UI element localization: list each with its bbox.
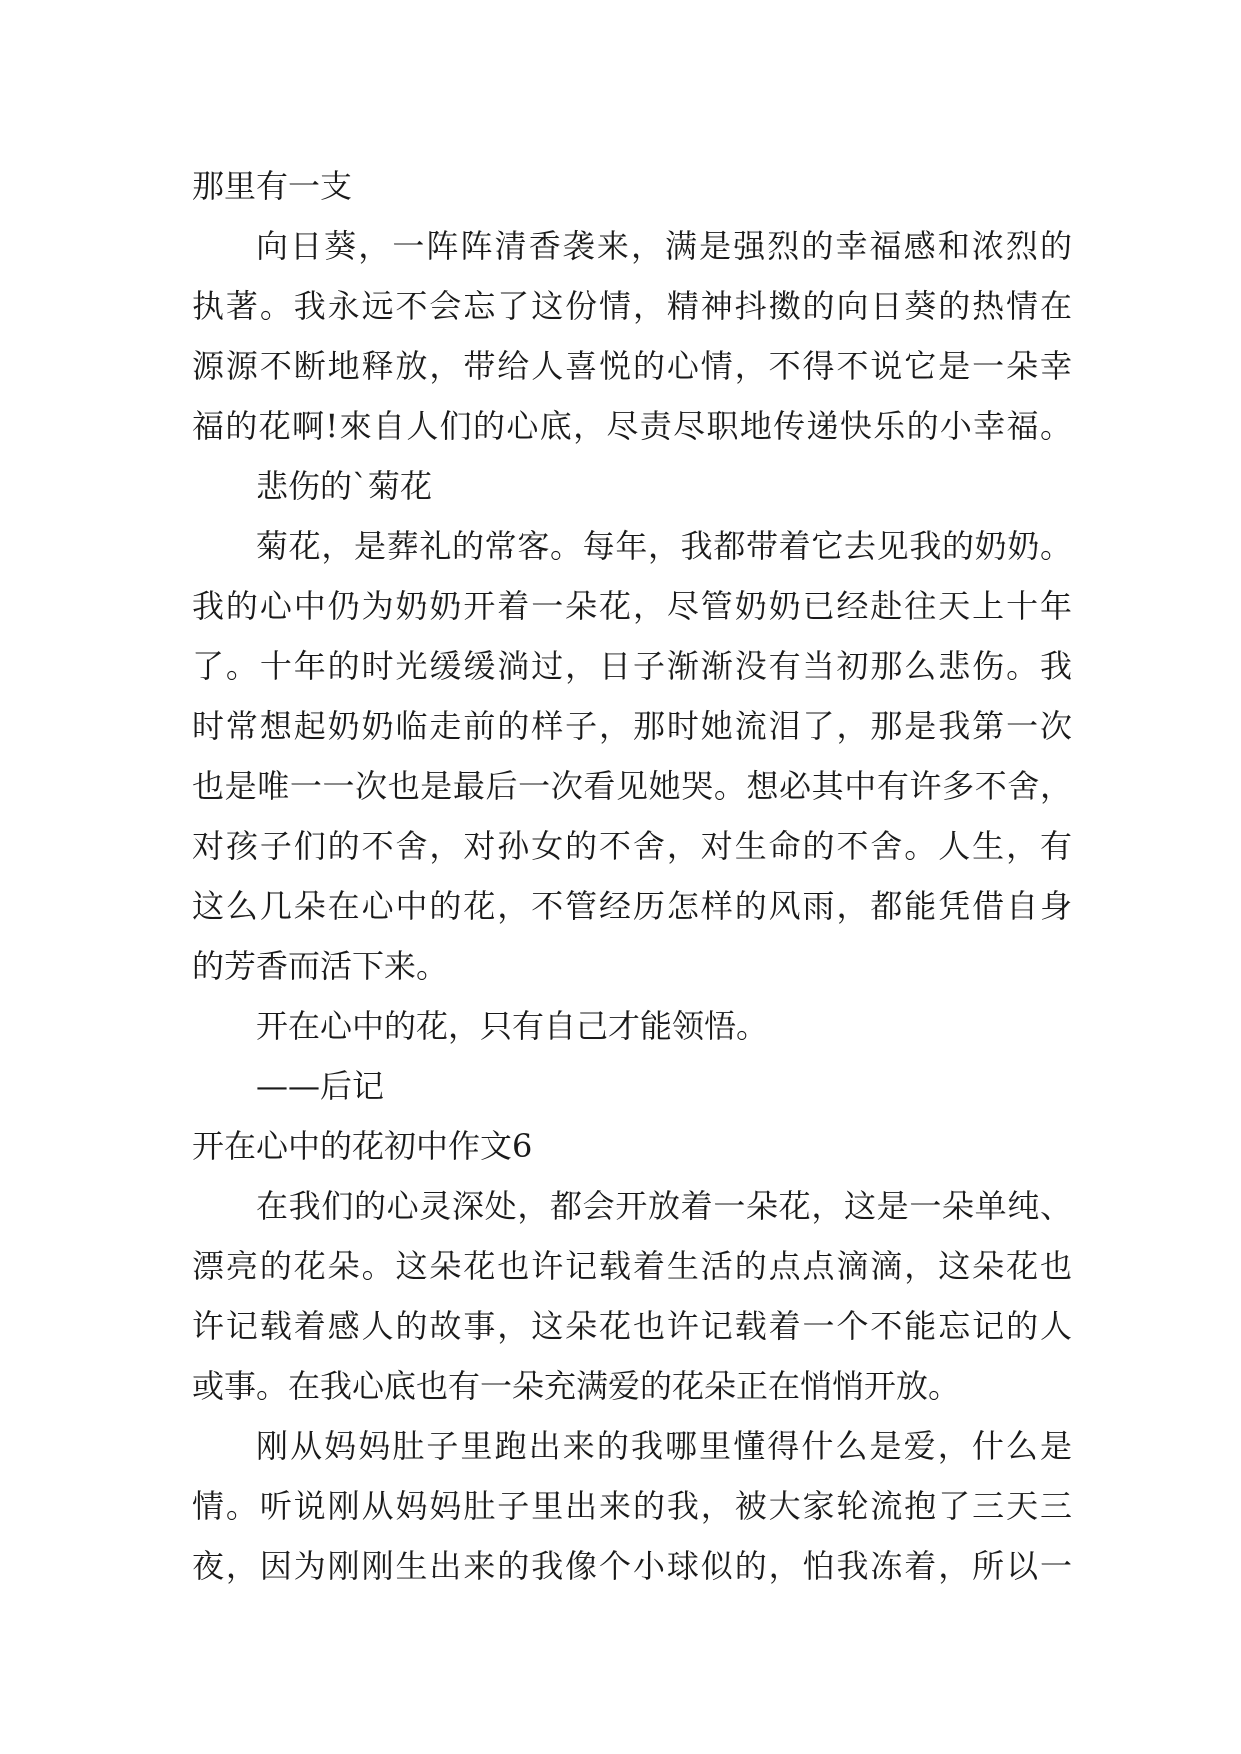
text-line: 漂亮的花朵。这朵花也许记载着生活的点点滴滴，这朵花也 (192, 1247, 1072, 1285)
text-line: 也是唯一一次也是最后一次看见她哭。想必其中有许多不舍， (192, 767, 1072, 805)
text-line: 了。十年的时光缓缓淌过，日子渐渐没有当初那么悲伤。我 (192, 647, 1072, 685)
text-line: 源源不断地释放，带给人喜悦的心情，不得不说它是一朵幸 (192, 347, 1072, 385)
text-line: 那里有一支 (192, 167, 353, 205)
text-line: 的芳香而活下来。 (192, 947, 449, 985)
paragraph-start-line: 向日葵，一阵阵清香袭来，满是强烈的幸福感和浓烈的 (256, 227, 1072, 265)
postscript-line: ——后记 (256, 1067, 385, 1105)
section-title: 开在心中的花初中作文6 (192, 1127, 533, 1165)
paragraph-start-line: 菊花，是葬礼的常客。每年，我都带着它去见我的奶奶。 (256, 527, 1072, 565)
text-line: 对孩子们的不舍，对孙女的不舍，对生命的不舍。人生，有 (192, 827, 1072, 865)
paragraph-start-line: 在我们的心灵深处，都会开放着一朵花，这是一朵单纯、 (256, 1187, 1072, 1225)
paragraph-start-line: 刚从妈妈肚子里跑出来的我哪里懂得什么是爱，什么是 (256, 1427, 1072, 1465)
subheading-line: 悲伤的`菊花 (256, 467, 433, 505)
paragraph-start-line: 开在心中的花，只有自己才能领悟。 (256, 1007, 769, 1045)
document-body (192, 156, 1072, 1596)
text-line: 执著。我永远不会忘了这份情，精神抖擞的向日葵的热情在 (192, 287, 1072, 325)
text-line: 夜，因为刚刚生出来的我像个小球似的，怕我冻着，所以一 (192, 1547, 1072, 1585)
text-line: 我的心中仍为奶奶开着一朵花，尽管奶奶已经赴往天上十年 (192, 587, 1072, 625)
text-line: 时常想起奶奶临走前的样子，那时她流泪了，那是我第一次 (192, 707, 1072, 745)
text-line: 许记载着感人的故事，这朵花也许记载着一个不能忘记的人 (192, 1307, 1072, 1345)
text-line: 或事。在我心底也有一朵充满爱的花朵正在悄悄开放。 (192, 1367, 961, 1405)
text-line: 情。听说刚从妈妈肚子里出来的我，被大家轮流抱了三天三 (192, 1487, 1072, 1525)
text-line: 这么几朵在心中的花，不管经历怎样的风雨，都能凭借自身 (192, 887, 1072, 925)
text-line: 福的花啊!來自人们的心底，尽责尽职地传递快乐的小幸福。 (192, 407, 1072, 445)
